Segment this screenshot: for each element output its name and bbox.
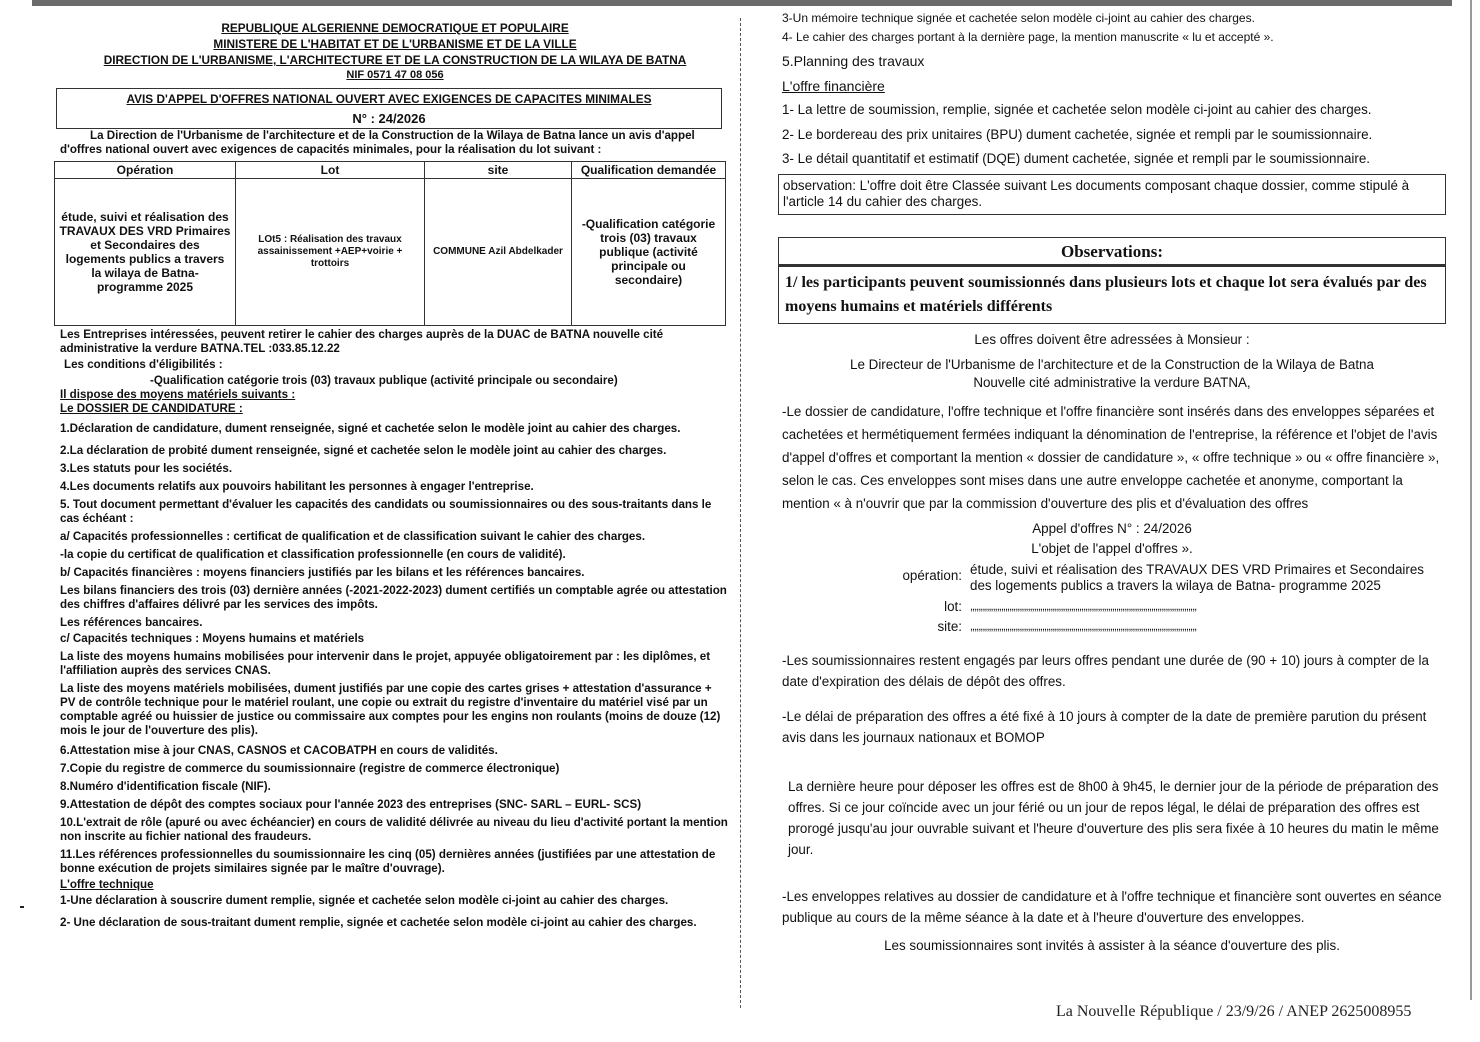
adresse-line-3: Nouvelle cité administrative la verdure BATNA, — [973, 375, 1251, 390]
dossier-title: Le DOSSIER DE CANDIDATURE : — [60, 402, 243, 415]
footer-source: La Nouvelle République / 23/9/26 / ANEP 2625008955 — [1056, 1003, 1412, 1020]
dossier-item: 2.La déclaration de probité dument renseignée, signé et cachetée selon le modèle joint au cahier des charges. — [60, 444, 667, 457]
right-column — [782, 10, 1442, 954]
dossier-item: La liste des moyens matériels mobilisées, dument justifiés par une copie des cartes grises + attestation d'assurance + PV de contrôle technique pour le matériel roulant, une copie ou extrait du registre d'inventaire du matériel visé par un comptable agréé ou huissier de justice ou commissaire aux comptes pour les engins non roulants (moins de douze (12) mois le jour de l'ouverture des plis). — [60, 682, 721, 737]
fin-item-3: 3- Le détail quantitatif et estimatif (DQE) dument cachetée, signée et rempli par le soumissionnaire. — [782, 151, 1370, 166]
adresse-line-1: Les offres doivent être adressées à Monsieur : — [974, 332, 1250, 347]
operation-row — [782, 562, 1442, 595]
dossier-item: c/ Capacités techniques : Moyens humains et matériels — [60, 632, 365, 645]
observations-box — [778, 237, 1446, 325]
observations-text: 1/ les participants peuvent soumissionnés dans plusieurs lots et chaque lot sera évalués par des moyens humains et matériels différents — [779, 265, 1445, 323]
dossier-item: La liste des moyens humains mobilisées pour intervenir dans le projet, appuyée obligatoirement par : les diplômes, et l'affiliation auprès des services CNAS. — [60, 650, 711, 677]
conditions-item: -Qualification catégorie trois (03) travaux publique (activité principale ou secondaire) — [150, 374, 618, 387]
adresse-line-2: Le Directeur de l'Urbanisme de l'architecture et de la Construction de la Wilaya de Batna — [850, 356, 1374, 372]
dossier-item: 3.Les statuts pour les sociétés. — [60, 462, 233, 475]
header-line-2: MINISTERE DE L'HABITAT ET DE L'URBANISME ET DE LA VILLE — [213, 37, 577, 51]
dossier-item: 11.Les références professionnelles du soumissionnaire les cinq (05) dernières années (justifiées par une attestation de bonne exécution de projets similaires signée par le maître d'ouvrage). — [60, 848, 716, 875]
dossier-item: 6.Attestation mise à jour CNAS, CASNOS et CACOBATPH en cours de validités. — [60, 744, 498, 757]
enveloppes-text: -Le dossier de candidature, l'offre technique et l'offre financière sont insérés dans des enveloppes séparées et cachetées et hermétiquement fermées indiquant la dénomination de l'entreprise, la référence et l'objet de l'avis d'appel d'offres et comportant la mention « dossier de candidature », « offre technique » ou « offre financière », selon le cas. Ces enveloppes sont mises dans une autre enveloppe cachetée et anonyme, comportant la mention « à n'ouvrir que par la commission d'ouverture des plis et d'évaluation des offres — [782, 403, 1440, 511]
site-row — [782, 619, 1442, 636]
observations-title: Observations: — [779, 238, 1445, 266]
engages-text: -Les soumissionnaires restent engagés par leurs offres pendant une durée de (90 + 10) jours à compter de la date d'expiration des délais de dépôt des offres. — [782, 652, 1429, 689]
observation-box: observation: L'offre doit être Classée suivant Les documents composant chaque dossier, comme stipulé à l'article 14 du cahier des charges. — [778, 174, 1446, 215]
site-label: site: — [937, 619, 962, 634]
tech-item-1: 1-Une déclaration à souscrire dument remplie, signée et cachetée selon modèle ci-joint au cahier des charges. — [60, 894, 669, 907]
delai-text: -Le délai de préparation des offres a été fixé à 10 jours à compter de la date de première parution du présent avis dans les journaux nationaux et BOMOP — [782, 708, 1427, 745]
avis-number: N° : 24/2026 — [352, 111, 426, 126]
top-scan-edge — [32, 0, 1452, 6]
fin-item-2: 2- Le bordereau des prix unitaires (BPU) dument cachetée, signée et rempli par le soumissionnaire. — [782, 126, 1373, 142]
avis-title: AVIS D'APPEL D'OFFRES NATIONAL OUVERT AVEC EXIGENCES DE CAPACITES MINIMALES — [126, 92, 652, 106]
dossier-item: -la copie du certificat de qualification et classification professionnelle (en cours de validité). — [60, 548, 566, 561]
dossier-item: 9.Attestation de dépôt des comptes sociaux pour l'année 2023 des entreprises (SNC- SARL – EURL- SCS) — [60, 798, 642, 811]
operations-table — [54, 161, 726, 326]
th-qualification: Qualification demandée — [572, 162, 726, 179]
dossier-item: 4.Les documents relatifs aux pouvoirs habilitant les personnes à engager l'entreprise. — [60, 480, 534, 493]
tech-item-2: 2- Une déclaration de sous-traitant dument remplie, signée et cachetée selon modèle ci-joint au cahier des charges. — [60, 916, 697, 929]
header-line-3: DIRECTION DE L'URBANISME, L'ARCHITECTURE ET DE LA CONSTRUCTION DE LA WILAYA DE BATNA — [103, 53, 687, 67]
left-column — [60, 20, 730, 930]
nif: NIF 0571 47 08 056 — [346, 69, 444, 81]
dossier-item: Les bilans financiers des trois (03) dernière années (-2021-2022-2023) dument certifiés un comptable agrée ou attestation des chiffres d'affaires délivré par les services des impôts. — [60, 584, 727, 611]
lot-label: lot: — [944, 598, 962, 614]
lot-dots: ,,,,,,,,,,,,,,,,,,,,,,,,,,,,,,,,,,,,,,,,,,,,,,,,,,,,,,,,,,,,,,,,,,,,,,,,,,,,,,,,,,,,,,,,,,,,,,,,,,,,,,,,,,,,,, — [970, 600, 1197, 613]
moyens-title: Il dispose des moyens matériels suivants : — [60, 388, 296, 401]
offre-financiere-title: L'offre financière — [782, 77, 885, 94]
operation-label: opération: — [902, 567, 962, 583]
cell-qualification: -Qualification catégorie trois (03) travaux publique (activité principale ou secondaire) — [572, 179, 726, 326]
th-lot: Lot — [236, 162, 425, 179]
cell-lot: LOt5 : Réalisation des travaux assainissement +AEP+voirie + trottoirs — [236, 179, 425, 326]
appel-number: Appel d'offres N° : 24/2026 — [1032, 520, 1192, 536]
th-operation: Opération — [55, 162, 236, 179]
site-dots: ,,,,,,,,,,,,,,,,,,,,,,,,,,,,,,,,,,,,,,,,,,,,,,,,,,,,,,,,,,,,,,,,,,,,,,,,,,,,,,,,,,,,,,,,,,,,,,,,,,,,,,,,,,,,,, — [970, 621, 1197, 633]
fin-item-1: 1- La lettre de soumission, remplie, signée et cachetée selon modèle ci-joint au cahier des charges. — [782, 102, 1372, 117]
dossier-item: 7.Copie du registre de commerce du soumissionnaire (registre de commerce électronique) — [60, 762, 560, 775]
dossier-item: Les références bancaires. — [60, 616, 203, 629]
header-line-1: REPUBLIQUE ALGERIENNE DEMOCRATIQUE ET POPULAIRE — [221, 21, 569, 35]
derniere-heure-text: La dernière heure pour déposer les offres est de 8h00 à 9h45, le dernier jour de la période de préparation des offres. Si ce jour coïncide avec un jour férié ou un jour de repos légal, le délai de préparation des offres est prorogé jusqu'au jour ouvrable suivant et l'heure d'ouverture des plis sera fixée à 10 heures du matin le même jour. — [788, 778, 1439, 857]
scan-mark — [20, 906, 24, 908]
intro-text: La Direction de l'Urbanisme de l'architecture et de la Construction de la Wilaya de Batna lance un avis d'appel d'offres national ouvert avec exigences de capacités minimales, pour la réalisation du lot suivant : — [60, 129, 695, 156]
operation-value: étude, suivi et réalisation des TRAVAUX DES VRD Primaires et Secondaires des logements publics a travers la wilaya de Batna- programme 2025 — [970, 561, 1424, 593]
cell-operation: étude, suivi et réalisation des TRAVAUX DES VRD Primaires et Secondaires des logements publics a travers la wilaya de Batna- programme 2025 — [55, 179, 236, 326]
tech-item-3: 3-Un mémoire technique signée et cachetée selon modèle ci-joint au cahier des charges. — [782, 11, 1255, 25]
conditions-title: Les conditions d'éligibilités : — [64, 358, 223, 371]
dossier-item: a/ Capacités professionnelles : certificat de qualification et de classification suivant le cahier des charges. — [60, 530, 646, 543]
lot-row — [782, 599, 1442, 616]
dossier-item: 5. Tout document permettant d'évaluer les capacités des candidats ou soumissionnaires ou des sous-traitants dans le cas échéant : — [60, 498, 712, 525]
invites-text: Les soumissionnaires sont invités à assister à la séance d'ouverture des plis. — [884, 937, 1340, 953]
tech-item-5: 5.Planning des travaux — [782, 53, 925, 69]
tech-item-4: 4- Le cahier des charges portant à la dernière page, la mention manuscrite « lu et accepté ». — [782, 29, 1274, 44]
th-site: site — [425, 162, 572, 179]
cell-site: COMMUNE Azil Abdelkader — [425, 179, 572, 326]
dossier-item: 10.L'extrait de rôle (apuré ou avec échéancier) en cours de validité délivrée au niveau du lieu d'activité portant la mention non inscrite au fichier national des fraudeurs. — [60, 816, 728, 843]
column-divider — [740, 18, 741, 1008]
objet-title: L'objet de l'appel d'offres ». — [1031, 541, 1193, 556]
offre-technique-title: L'offre technique — [60, 878, 154, 891]
retrait-text: Les Entreprises intéressées, peuvent retirer le cahier des charges auprès de la DUAC de BATNA nouvelle cité administrative la verdure BATNA.TEL :033.85.12.22 — [60, 328, 664, 355]
dossier-item: 1.Déclaration de candidature, dument renseignée, signé et cachetée selon le modèle joint au cahier des charges. — [60, 422, 681, 435]
dossier-item: b/ Capacités financières : moyens financiers justifiés par les bilans et les références bancaires. — [60, 566, 585, 579]
dossier-item: 8.Numéro d'identification fiscale (NIF). — [60, 780, 271, 793]
ouverture-text: -Les enveloppes relatives au dossier de candidature et à l'offre technique et financière sont ouvertes en séance publique au cours de la même séance à la date et à l'heure d'ouverture des enveloppes. — [782, 888, 1442, 925]
avis-box — [56, 88, 722, 129]
right-scan-edge — [1470, 0, 1472, 1000]
